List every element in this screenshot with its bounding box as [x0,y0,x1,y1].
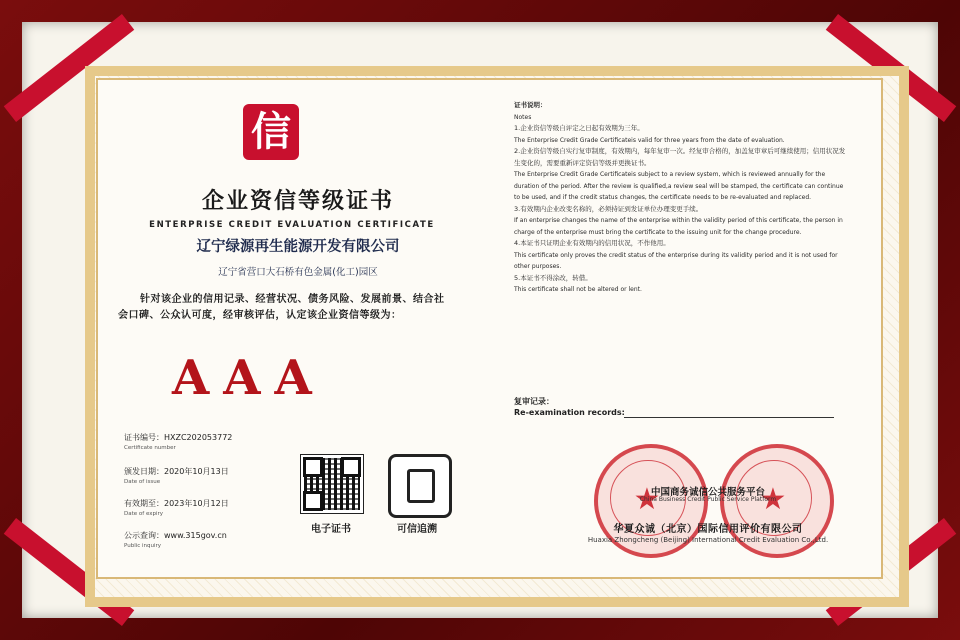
right-panel [498,80,881,577]
note-3-zh: 3.有效期内企业改变名称的，必须持证到发证单位办理变更手续。 [514,204,703,213]
credit-logo-icon: 信 [243,104,299,160]
qr-eye [341,457,361,477]
notes-section [514,100,850,296]
left-panel [98,80,498,577]
note-5-en: This certificate shall not be altered or lent. [514,286,642,293]
public-inquiry: 公示查询：www.315gov.cn Public inquiry [124,531,227,549]
recheck-label-en: Re-examination records: [514,408,625,417]
note-5-zh: 5.本证书不得涂改，转借。 [514,273,592,282]
certificate-number: 证书编号：HXZC202053772 Certificate number [124,433,233,451]
e-certificate-label: 电子证书 [311,524,351,535]
recheck-signature-line [624,417,834,418]
qr-eye [303,457,323,477]
note-3-en: If an enterprise changes the name of the enterprise within the validity period of this certificate, the person in charge of the enterprise must bring the certificate to the issuing unit for the change procedure. [514,217,843,236]
qr-eye [303,491,323,511]
company-address: 辽宁省营口大石桥有色金属(化工)园区 [218,267,378,278]
agency-seal-icon: ★ [720,444,834,558]
certificate-title: 企业资信等级证书 [201,188,394,214]
notes-heading-zh: 证书说明： [514,101,547,109]
expiry-date: 有效期至：2023年10月12日 Date of expiry [124,499,229,517]
certificate-body [96,78,883,579]
note-2-en: The Enterprise Credit Grade Certificateis subject to a review system, which is reviewed annually for the duration of the period. After the review is qualified,a review seal will be stamped, the certificate can continue to be used, and if the credit status changes, the certificate needs to be re-evaluated and replaced. [514,171,844,201]
note-1-zh: 1.企业资信等级自评定之日起有效期为三年。 [514,124,644,132]
platform-seal-icon: ★ [594,444,708,558]
trace-icon[interactable] [388,454,452,518]
platform-name-en: China Business Credit Public Service Platform [639,496,777,503]
note-4-zh: 4.本证书只证明企业有效期内的信用状况，不作他用。 [514,239,670,247]
issue-date: 颁发日期：2020年10月13日 Date of issue [124,467,229,485]
qr-code-icon[interactable] [300,454,364,514]
platform-name: 中国商务诚信公共服务平台 [650,487,765,498]
recheck-label-zh: 复审记录： [514,397,554,406]
evaluation-description: 针对该企业的信用记录、经营状况、债务风险、发展前景、结合社会口碑、公众认可度，经审核评估，认定该企业资信等级为： [118,294,445,321]
note-1-en: The Enterprise Credit Grade Certificateis valid for three years from the date of evaluation. [514,136,785,144]
note-2-zh: 2.企业资信等级自实行复审制度，有效期内，每年复审一次。经复审合格的，加盖复审章后可继续使用；信用状况发生变化的，需要重新评定资信等级并更换证书。 [514,147,846,167]
company-name: 辽宁绿源再生能源开发有限公司 [196,239,400,255]
trace-label: 可信追溯 [397,524,437,535]
note-4-en: This certificate only proves the credit status of the enterprise during its validity period and it is not used for other purposes. [514,251,838,270]
credit-grade: AAA [172,350,326,406]
certificate-subtitle: ENTERPRISE CREDIT EVALUATION CERTIFICATE [149,220,435,230]
issuing-agency: 华夏众诚（北京）国际信用评价有限公司 [613,524,803,535]
notes-heading-en: Notes [514,113,532,121]
issuing-agency-en: Huaxia Zhongcheng (Beijing) International Credit Evaluation Co.,Ltd. [587,536,829,544]
